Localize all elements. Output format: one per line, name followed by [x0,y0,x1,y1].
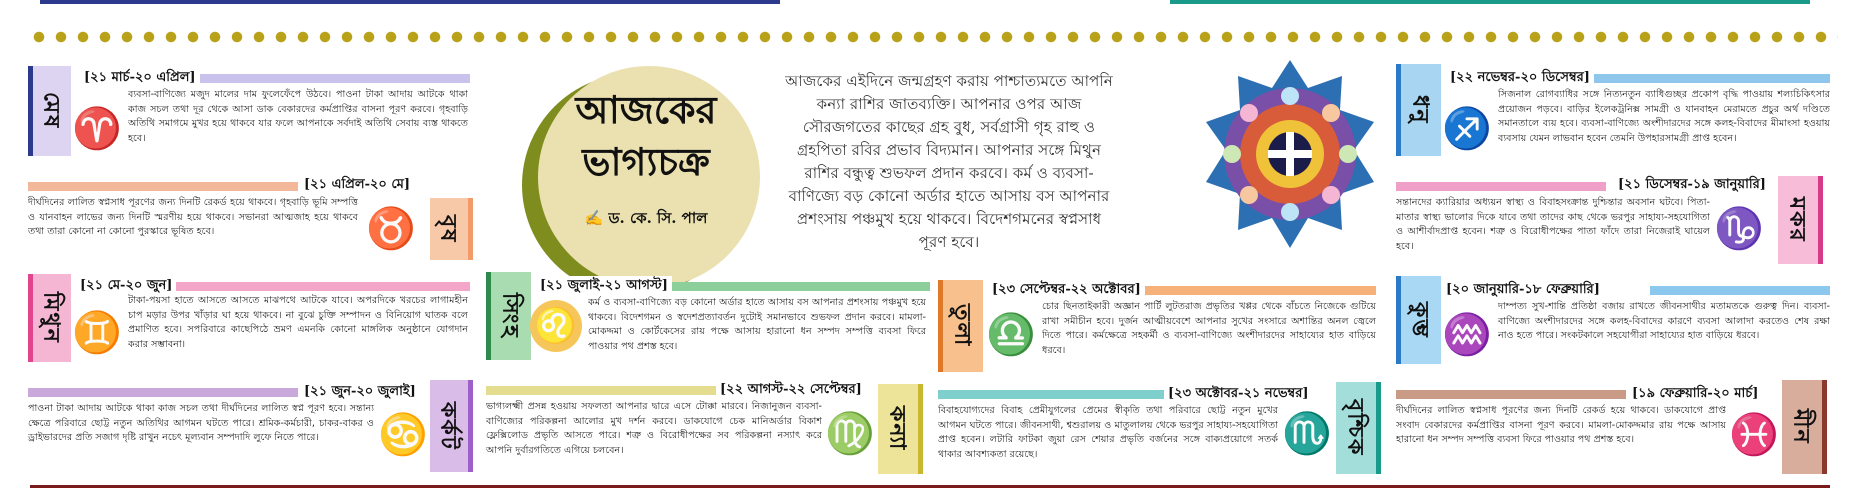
date-bar [28,388,298,397]
date-range: [২১ মার্চ-২০ এপ্রিল] [80,68,200,89]
sign-text: কর্ম ও ব্যবসা-বাণিজ্যে বড় কোনো অর্ডার হাতে আসায় বস আপনার প্রশংসায় পঞ্চমুখ হয়ে থাকবে। বিদেশগমন ও স্বদেশপ্রত্যাবর্তন দুটোই সমানভাবে শুভফল প্রদান করবে। মামলা-মোকদ্দমা ও কোর্টকেসের রায় পক্ষে আসায় হারানো ধন সম্পদ সম্পত্তি ব্যবসা ফিরে পাওয়ার পথ প্রশস্ত হবে। [588,297,926,352]
taurus-icon: ♉ [366,205,416,252]
date-bar [28,182,298,191]
libra-icon: ♎ [986,311,1036,358]
scorpio-icon: ♏ [1282,410,1332,457]
sign-text: চোর ছিনতাইকারী অজ্ঞান পার্টি লুটতরাজ প্রভৃতির খপ্পর থেকে বাঁচতে নিজেকে গুটিয়ে রাখা সমীচীন হবে। দুর্জন আত্মীয়বেশে আপনার সুখের সংসারে অশান্তির অনল জ্বেলে দিতে পারে। কর্মক্ষেত্রে সহকর্মী ও ব্যবসা-বাণিজ্যে অংশীদারদের সাহায্যের হাত বাড়িয়ে ধরবে। [1042,301,1376,356]
date-range: [১৯ ফেব্রুয়ারি-২০ মার্চ] [1628,384,1762,405]
date-range: [২২ নভেম্বর-২০ ডিসেম্বর] [1446,68,1594,89]
sign-text: বিবাহযোগ্যদের বিবাহ প্রেমীযুগলের প্রেমের স্বীকৃতি তথা পরিবারে ছোট্ট নতুন মুখের আগমন ঘটতে পারে। জীবনসাথী, শ্বশুরালয় ও মাতুলালয় থেকে ভরপুর সাহায্য-সহযোগিতা প্রাপ্ত হবেন। লটারি ফাটকা জুয়া রেস শেয়ার প্রভৃতি বর্জনের সঙ্গে বাক্যপ্রয়োগে সতর্ক থাকার আবশ্যকতা রয়েছে। [938,405,1278,460]
sign-tab: কর্কট [430,380,473,472]
sign-text: টাকা-পয়সা হাতে আসতে আসতে মাঝপথে আটকে যাবে। অপরদিকে খরচের লাগামহীন চাপ মড়ার উপর খাঁড়ার ঘা হয়ে থাকবে। না বুঝে চুক্তি সম্পাদন ও বিনিয়োগ ঘাতক বলে প্রমাণিত হবে। সপরিবারে কাছেপিঠে ভ্রমণ এমনকি কোনো মাঙ্গলিক অনুষ্ঠানে যোগদান করার সম্ভাবনা। [128,295,468,350]
author-name: ড. কে. সি. পাল [608,209,708,227]
date-bar [1396,390,1626,399]
capricorn-icon: ♑ [1714,205,1764,252]
title-line-2: ভাগ্যচক্র [582,139,710,184]
gemini-icon: ♊ [72,309,122,356]
aquarius-icon: ♒ [1442,311,1492,358]
top-rule-right [1170,0,1810,4]
date-range: [২১ ডিসেম্বর-১৯ জানুয়ারি] [1614,175,1770,196]
date-range: [২২ আগস্ট-২২ সেপ্টেম্বর] [716,380,866,401]
sign-tab: বৃষ [430,198,473,260]
bottom-rule [30,485,1830,488]
virgo-icon: ♍ [825,410,875,457]
sign-text: সন্তানদের ক্যারিয়ার অধ্যয়ন স্বাস্থ্য ও বিবাহসংক্রান্ত দুশ্চিন্তার অবসান ঘটবে। পিতা-মাতার স্বাস্থ্য ভালোর দিকে যাবে তথা তাদের কাছ থেকে ভরপুর সাহায্য-সহযোগিতা ও আশীর্বাদপ্রাপ্ত হবেন। শত্রু ও বিরোধীপক্ষের পাতা ফাঁদে তারা নিজেরাই ঘায়েল হবে। [1396,197,1710,252]
pen-icon: ✍ [584,209,604,227]
sign-tab: কুম্ভ [1396,276,1441,364]
date-range: [২৩ অক্টোবর-২১ নভেম্বর] [1164,384,1313,405]
sign-tab: সিংহ [486,272,531,360]
leo-icon: ♌ [530,300,582,352]
date-range: [২১ জুন-২০ জুলাই] [300,382,420,403]
sagittarius-icon: ♐ [1442,105,1492,152]
dotted-border [28,30,1838,44]
sign-text: সিজনাল রোগব্যাধির সঙ্গে নিত্যনতুন ব্যাধিগুচ্ছর প্রকোপ বৃদ্ধি পাওয়ায় শল্যচিকিৎসার প্রয়োজন পড়বে। বাড়ির ইলেকট্রনিক্স সামগ্রী ও যানবাহন মেরামতে প্রচুর অর্থ দণ্ডিতে সমানতালে ব্যয় হবে। ব্যবসা-বাণিজ্যে অংশীদারদের সঙ্গে কলহ-বিবাদের মীমাংসা হওয়ায় ব্যবসায় যেমন লাভবান হবেন তেমনি উপহারসামগ্রী প্রাপ্ত হবেন। [1498,89,1830,144]
sign-tab: মেষ [28,66,71,156]
pisces-icon: ♓ [1729,411,1779,458]
sign-text: পাওনা টাকা আদায় আটকে থাকা কাজ সচল তথা দীর্ঘদিনের লালিত স্বপ্ন পূরণ হবে। সন্তান্য ক্ষেত্রে পরিবারে ছোট্ট নতুন অতিথির আগমন ঘটতে পারে। শ্রমিক-কর্মচারী, চাকর-বাকর ও ড্রাইভারদের প্রতি সজাগ দৃষ্টি রাখুন নচেৎ মূল্যবান সম্পদাদি লুফে নিতে পারে। [28,403,374,443]
sign-tab: তুলা [938,280,983,372]
date-bar [1396,182,1606,191]
sign-text: দীর্ঘদিনের লালিত স্বপ্নসাধ পূরণের জন্য দিনটি রেকর্ড হয়ে থাকবে। ডাকযোগে প্রাপ্ত সংবাদ বেকারদের কর্মপ্রাপ্তির বাসনা পূরণ করবে। মামলা-মোকদ্দমার রায় পক্ষে আসায় হারানো ধন সম্পদ সম্পত্তি ব্যবসা ফিরে পাওয়ার পথ প্রশস্ত হবে। [1396,405,1726,445]
sign-tab: মিথুন [28,274,71,362]
cancer-icon: ♋ [378,411,428,458]
intro-paragraph: আজকের এইদিনে জন্মগ্রহণ করায় পাশ্চাত্যমতে আপনি কন্যা রাশির জাতব্যক্তি। আপনার ওপর আজ সৌরজগতের কাছের গ্রহ বুধ, সর্বগ্রাসী গৃহ রাহু ও গ্রহপিতা রবির প্রভাব বিদ্যমান। আপনার সঙ্গে মিথুন রাশির বন্ধুত্ব শুভফল প্রদান করবে। কর্ম ও ব্যবসা-বাণিজ্যে বড় কোনো অর্ডার হাতে আসায় বস আপনার প্রশংসায় পঞ্চমুখ হয়ে থাকবে। বিদেশগমনের স্বপ্নসাধ পূরণ হবে। [785,72,1113,251]
sign-text: দীর্ঘদিনের লালিত স্বপ্নসাধ পূরণের জন্য দিনটি রেকর্ড হয়ে থাকবে। গৃহবাড়ি ভূমি সম্পত্তি ও যানবাহন লাভের জন্য দিনটি স্মরণীয় হয়ে থাকবে। সভানরা আত্মজাহ হয়ে থাকবে তথা তারা কোনো না কোনো পুরস্কারে ভূষিত হবে। [28,197,358,237]
date-range: [২০ জানুয়ারি-১৮ ফেব্রুয়ারি] [1442,280,1604,301]
zodiac-wheel-icon [1194,58,1386,250]
sign-tab: কন্যা [878,384,923,474]
page-title [546,84,746,188]
sign-text: ব্যবসা-বাণিজ্যে মজুদ মালের দাম ফুলেফেঁপে উঠবে। পাওনা টাকা আদায় আটকে থাকা কাজ সচল তথা দূর থেকে আসা ডাক বেকারদের কর্মপ্রাপ্তির বাসনা পূরণ করবে। গৃহবাড়ি অতিথি সমাগমে মুখর হয়ে থাকবে যার ফলে আপনাকে সর্বদাই অতিথি সেবায় ব্যস্ত থাকতে হবে। [128,89,468,144]
date-range: [২১ এপ্রিল-২০ মে] [300,175,414,196]
aries-icon: ♈ [72,105,122,152]
sign-tab: মকর [1778,176,1823,264]
sign-tab: বৃশ্চিক [1336,382,1381,474]
top-rule-left [40,0,780,4]
date-range: [২১ জুলাই-২১ আগস্ট] [536,276,672,297]
sign-tab: মীন [1782,380,1827,474]
author-byline [546,207,746,232]
sign-text: দাম্পত্য সুখ-শান্তি প্রতিষ্ঠা বজায় রাখতে জীবনসাথীর মতামতকে গুরুত্ব দিন। ব্যবসা-বাণিজ্যে অংশীদারদের সঙ্গে কলহ-বিবাদের কারণে ব্যবসা আলাদা করতেও শেষ রক্ষা নাও হতে পারে। সংকটকালে সহযোগীরা সাহায্যের হাত বাড়িয়ে ধরবে। [1498,301,1830,341]
date-bar [1650,286,1830,295]
date-range: [২৩ সেপ্টেম্বর-২২ অক্টোবর] [988,280,1145,301]
sign-text: ভাগ্যলক্ষ্মী প্রসন্ন হওয়ায় সফলতা আপনার দ্বারে এসে টোক্কা মারবে। নিজানুজন ব্যবসা-বাণিজ্যের পরিকল্পনা আলোর মুখ দর্শন করবে। ডাকযোগে চেক মানিঅর্ডার বিকাশ ফ্লেক্সিলোড প্রভৃতি আসতে পারে। শত্রু ও বিরোধীপক্ষের সব পরিকল্পনা নস্যাৎ করে আপনি দুর্বারগতিতে এগিয়ে চলবেন। [486,401,822,456]
date-range: [২১ মে-২০ জুন] [76,276,176,297]
title-line-1: আজকের [575,87,717,132]
sign-tab: ধনু [1396,64,1441,156]
